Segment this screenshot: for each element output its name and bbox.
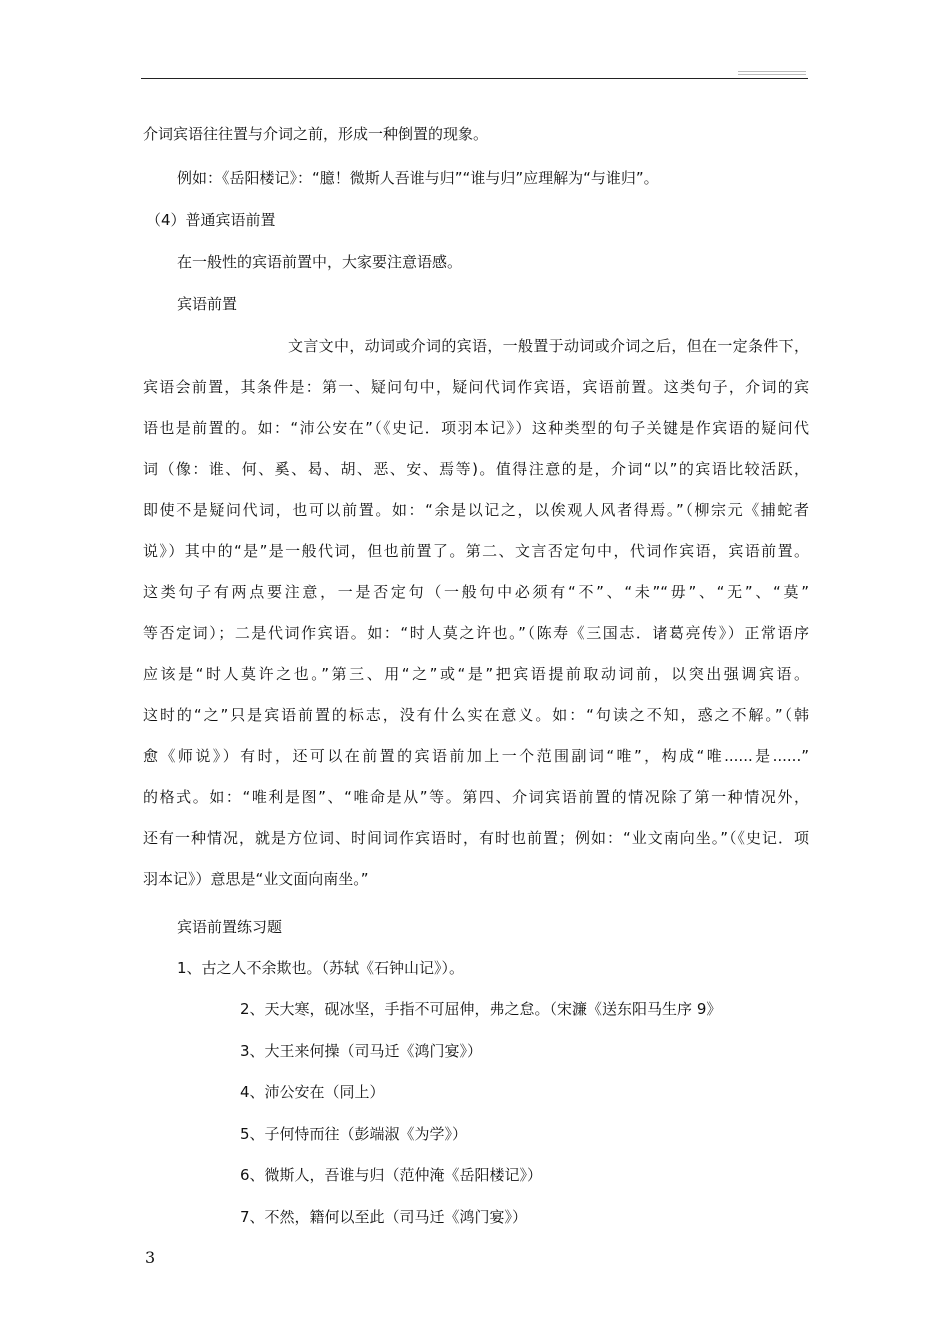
paragraph-line: 即使不是疑问代词，也可以前置。如：“余是以记之，以俟观人风者得焉。”（柳宗元《捕蛇者 bbox=[143, 501, 809, 519]
exercise-title: 宾语前置练习题 bbox=[177, 918, 283, 936]
text-line: 在一般性的宾语前置中，大家要注意语感。 bbox=[177, 253, 463, 271]
paragraph-line: 应该是“时人莫许之也。”第三、用“之”或“是”把宾语提前取动词前，以突出强调宾语。 bbox=[143, 665, 809, 683]
paragraph-line: 语也是前置的。如：“沛公安在”（《史记．项羽本记》）这种类型的句子关键是作宾语的疑问代 bbox=[143, 419, 809, 437]
exercise-item: 7、不然，籍何以至此（司马迁《鸿门宴》） bbox=[240, 1208, 528, 1226]
paragraph-line: 愈《师说》）有时，还可以在前置的宾语前加上一个范围副词“唯”，构成“唯......是......” bbox=[143, 747, 809, 765]
page-number: 3 bbox=[145, 1248, 156, 1267]
header-mark bbox=[738, 74, 806, 75]
paragraph-line: 这类句子有两点要注意，一是否定句（一般句中必须有“不”、“未”“毋”、“无”、“莫” bbox=[143, 583, 809, 601]
text-line: 例如：《岳阳楼记》：“臆！微斯人吾谁与归”“谁与归”应理解为“与谁归”。 bbox=[177, 169, 659, 187]
paragraph-line: 的格式。如：“唯利是图”、“唯命是从”等。第四、介词宾语前置的情况除了第一种情况外， bbox=[143, 788, 809, 806]
paragraph-line: 词（像：谁、何、奚、曷、胡、恶、安、焉等)。值得注意的是，介词“以”的宾语比较活跃， bbox=[143, 460, 809, 478]
exercise-item: 3、大王来何操（司马迁《鸿门宴》） bbox=[240, 1042, 483, 1060]
exercise-item: 5、子何恃而往（彭端淑《为学》） bbox=[240, 1125, 468, 1143]
text-line: 介词宾语往往置与介词之前，形成一种倒置的现象。 bbox=[143, 125, 489, 143]
section-heading: （4）普通宾语前置 bbox=[146, 211, 276, 229]
paragraph-line: 还有一种情况，就是方位词、时间词作宾语时，有时也前置；例如：“业文南向坐。”（《史记．项 bbox=[143, 829, 809, 847]
paragraph-line: 等否定词）；二是代词作宾语。如：“时人莫之许也。”（陈寿《三国志．诸葛亮传》）正常语序 bbox=[143, 624, 809, 642]
paragraph-line: 说》）其中的“是”是一般代词，但也前置了。第二、文言否定句中，代词作宾语，宾语前置。 bbox=[143, 542, 809, 560]
exercise-item: 6、微斯人，吾谁与归（范仲淹《岳阳楼记》） bbox=[240, 1166, 543, 1184]
header-rule bbox=[141, 78, 808, 79]
exercise-item: 2、天大寒，砚冰坚，手指不可屈伸，弗之怠。（宋濂《送东阳马生序 9》 bbox=[240, 1000, 722, 1018]
paragraph-line: 这时的“之”只是宾语前置的标志，没有什么实在意义。如：“句读之不知，惑之不解。”（韩 bbox=[143, 706, 809, 724]
exercise-item: 1、古之人不余欺也。（苏轼《石钟山记》）。 bbox=[177, 959, 465, 977]
paragraph-line: 文言文中，动词或介词的宾语，一般置于动词或介词之后，但在一定条件下， bbox=[288, 337, 809, 355]
paragraph-line: 宾语会前置，其条件是：第一、疑问句中，疑问代词作宾语，宾语前置。这类句子，介词的宾 bbox=[143, 378, 809, 396]
paragraph-line: 羽本记》）意思是“业文面向南坐。” bbox=[143, 870, 369, 888]
subheading: 宾语前置 bbox=[177, 295, 238, 313]
exercise-item: 4、沛公安在（同上） bbox=[240, 1083, 385, 1101]
header-mark bbox=[738, 71, 806, 72]
